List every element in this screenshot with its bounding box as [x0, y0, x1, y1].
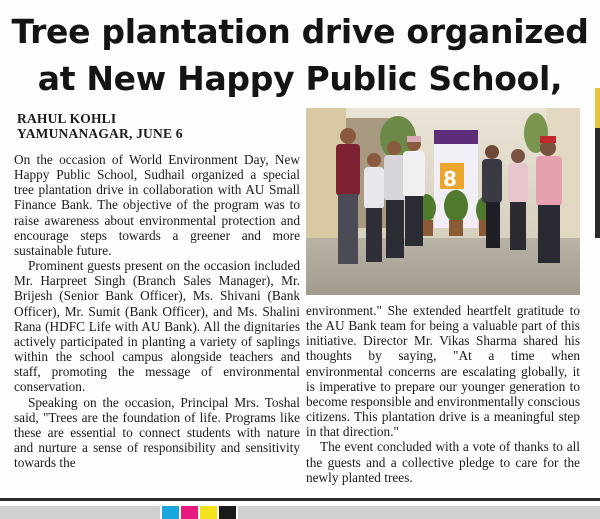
event-photo-image: [306, 108, 580, 295]
article-paragraph-3-continued: environment." She extended heartfelt gratitude to the AU Bank team for being a valuable part of this initiative. Director Mr. Vikas Sharma shared his thoughts by saying, "At a time when environmental concerns are escalating globally, it is imperative to prepare our younger generation to become responsible and environmentally conscious citizens. This plantation drive is a meaningful step in that direction.": [306, 303, 580, 440]
headline-line-1: Tree plantation drive organized: [11, 12, 589, 51]
registration-magenta: [181, 506, 198, 519]
event-photo: [306, 108, 580, 295]
registration-yellow: [200, 506, 217, 519]
article-paragraph-4: The event concluded with a vote of thanks to all the guests and a collective pledge to care for the newly planted trees.: [306, 439, 580, 485]
adjacent-article-edge: [595, 88, 600, 238]
headline-line-2: at New Happy Public School,: [37, 59, 563, 98]
print-registration-bar: [0, 506, 600, 519]
banner-number: 8: [443, 167, 457, 191]
registration-grey-right: [238, 506, 600, 519]
article-paragraph-1: On the occasion of World Environment Day, New Happy Public School, Sudhail organized a special tree plantation drive in collaboration with AU Small Finance Bank. The objective of the program was to raise awareness about environmental protection and encourage steps towards a greener and more sustainable future.: [14, 152, 300, 258]
article-paragraph-2: Prominent guests present on the occasion included Mr. Harpreet Singh (Branch Sales Manager), Mr. Brijesh (Senior Bank Officer), Ms. Shivani (Bank Officer), Mr. Sumit (Bank Officer), and Ms. Shalini Rana (HDFC Life with AU Bank). All the dignitaries actively participated in planting a variety of saplings within the school campus alongside teachers and staff, promoting the message of environmental conservation.: [14, 258, 300, 395]
article-paragraph-3: Speaking on the occasion, Principal Mrs. Toshal said, "Trees are the foundation of life. Programs like these are essential to connect students with nature and nurture a sense of responsibility and sensitivity towards the: [14, 394, 300, 471]
article-column-right: [306, 303, 580, 485]
registration-grey-left: [0, 506, 160, 519]
registration-cyan: [162, 506, 179, 519]
byline: [17, 111, 183, 141]
byline-author: RAHUL KOHLI: [17, 111, 117, 126]
headline: [0, 8, 600, 102]
article-column-left: [14, 152, 300, 470]
page-bottom-rule: [0, 498, 600, 501]
registration-black: [219, 506, 236, 519]
byline-dateline: YAMUNANAGAR, JUNE 6: [17, 126, 183, 141]
